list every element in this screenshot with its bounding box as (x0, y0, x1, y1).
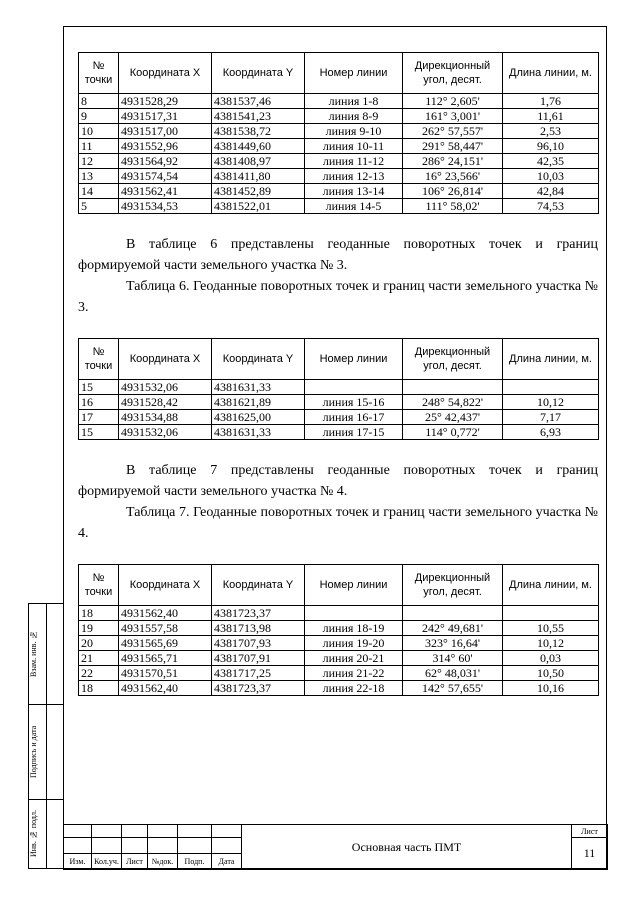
table-row (79, 139, 599, 154)
table-cell: 13 (79, 169, 119, 184)
table-cell: линия 13-14 (305, 184, 403, 199)
sheet-label: Лист (572, 825, 608, 838)
table-cell: 4381723,37 (212, 681, 305, 696)
table-cell: 4931532,06 (119, 380, 212, 395)
table-cell: 4931562,40 (119, 681, 212, 696)
column-header: № точки (79, 339, 119, 380)
table-row (79, 681, 599, 696)
column-header: № точки (79, 565, 119, 606)
table-cell: 4931574,54 (119, 169, 212, 184)
table-cell: 4381537,46 (212, 94, 305, 109)
column-header: Координата X (119, 53, 212, 94)
table-cell: 62° 48,031' (403, 666, 503, 681)
table-cell: 21 (79, 651, 119, 666)
table-cell (305, 380, 403, 395)
table-row (79, 410, 599, 425)
table-cell: 25° 42,437' (403, 410, 503, 425)
table-6-caption: Таблица 6. Геоданные поворотных точек и границ части земельного участка № 3. (78, 279, 598, 315)
table-cell: 4381717,25 (212, 666, 305, 681)
table-cell: линия 14-5 (305, 199, 403, 214)
table-cell (305, 606, 403, 621)
column-header: Номер линии (305, 565, 403, 606)
table-cell: линия 21-22 (305, 666, 403, 681)
table-cell: 10,12 (503, 636, 599, 651)
column-header: Дирекционный угол, десят. (403, 565, 503, 606)
table-cell: 4931557,58 (119, 621, 212, 636)
table-cell: линия 19-20 (305, 636, 403, 651)
column-header: Номер линии (305, 339, 403, 380)
table-cell: 291° 58,447' (403, 139, 503, 154)
table-cell: 9 (79, 109, 119, 124)
table-cell: линия 15-16 (305, 395, 403, 410)
stamp-col-list: Лист (122, 854, 148, 870)
table-cell: 10,16 (503, 681, 599, 696)
table-cell: 18 (79, 606, 119, 621)
stamp-col-data: Дата (212, 854, 242, 870)
table-cell: 114° 0,772' (403, 425, 503, 440)
stamp-col-kolich: Кол.уч. (92, 854, 122, 870)
table-cell: 42,84 (503, 184, 599, 199)
column-header: Дирекционный угол, десят. (403, 339, 503, 380)
table-cell: 4931517,31 (119, 109, 212, 124)
side-label-inv: Инв. № подл. (29, 810, 38, 858)
table-cell: 4931517,00 (119, 124, 212, 139)
table-cell: 4381625,00 (212, 410, 305, 425)
table-cell: 4381707,91 (212, 651, 305, 666)
table-cell: 4931565,69 (119, 636, 212, 651)
table-cell: 2,53 (503, 124, 599, 139)
table-cell: 18 (79, 681, 119, 696)
column-header: Координата X (119, 339, 212, 380)
table-cell: 4381631,33 (212, 425, 305, 440)
table-cell: 106° 26,814' (403, 184, 503, 199)
table-cell: 16 (79, 395, 119, 410)
table-cell: 16° 23,566' (403, 169, 503, 184)
table-cell: 4381631,33 (212, 380, 305, 395)
stamp-col-izm: Изм. (64, 854, 92, 870)
table-cell: линия 20-21 (305, 651, 403, 666)
column-header: Координата X (119, 565, 212, 606)
table-cell: линия 9-10 (305, 124, 403, 139)
table-cell: 8 (79, 94, 119, 109)
table-cell: 4381707,93 (212, 636, 305, 651)
coordinates-table-1 (78, 52, 599, 214)
table-cell: 4381452,89 (212, 184, 305, 199)
table-cell: линия 17-15 (305, 425, 403, 440)
table-row (79, 651, 599, 666)
table-row (79, 154, 599, 169)
column-header: Длина линии, м. (503, 339, 599, 380)
table-row (79, 395, 599, 410)
table-cell: 4381522,01 (212, 199, 305, 214)
table-cell: 161° 3,001' (403, 109, 503, 124)
column-header: Координата Y (212, 53, 305, 94)
table-cell: 4931564,92 (119, 154, 212, 169)
table-cell: 20 (79, 636, 119, 651)
table-cell: 10 (79, 124, 119, 139)
table-cell: 4931570,51 (119, 666, 212, 681)
table-cell: 4931552,96 (119, 139, 212, 154)
table-cell: 10,55 (503, 621, 599, 636)
table-cell: 111° 58,02' (403, 199, 503, 214)
table-cell: 11 (79, 139, 119, 154)
table-cell: линия 8-9 (305, 109, 403, 124)
table-cell: 4381449,60 (212, 139, 305, 154)
table-cell: 6,93 (503, 425, 599, 440)
table-row (79, 124, 599, 139)
table-cell: 4381723,37 (212, 606, 305, 621)
table-cell: 11,61 (503, 109, 599, 124)
table-cell: 10,03 (503, 169, 599, 184)
table-row (79, 636, 599, 651)
table-cell (503, 606, 599, 621)
table-cell: 5 (79, 199, 119, 214)
table-cell (503, 380, 599, 395)
title-block-name: Основная часть ПМТ (242, 825, 572, 870)
table-row (79, 94, 599, 109)
column-header: Дирекционный угол, десят. (403, 53, 503, 94)
stamp-col-ndok: №док. (148, 854, 178, 870)
table-cell: линия 18-19 (305, 621, 403, 636)
column-header: Длина линии, м. (503, 565, 599, 606)
table-cell: 0,03 (503, 651, 599, 666)
table-cell: 22 (79, 666, 119, 681)
table-cell: 4931528,29 (119, 94, 212, 109)
table-cell: 19 (79, 621, 119, 636)
table-cell: 10,12 (503, 395, 599, 410)
table-cell: 4381538,72 (212, 124, 305, 139)
table-cell: 4381541,23 (212, 109, 305, 124)
table-cell: 112° 2,605' (403, 94, 503, 109)
table-cell: линия 1-8 (305, 94, 403, 109)
side-stamp (28, 603, 64, 869)
table-cell: 4931528,42 (119, 395, 212, 410)
table-row (79, 380, 599, 395)
table-cell: 4931532,06 (119, 425, 212, 440)
table-cell: линия 22-18 (305, 681, 403, 696)
table-row (79, 169, 599, 184)
table-cell: 7,17 (503, 410, 599, 425)
table-row (79, 425, 599, 440)
side-label-podp: Подпись и дата (29, 725, 38, 778)
table-cell: линия 10-11 (305, 139, 403, 154)
table-cell: 74,53 (503, 199, 599, 214)
table-7-caption: Таблица 7. Геоданные поворотных точек и границ части земельного участка № 4. (78, 505, 598, 541)
table-cell: 12 (79, 154, 119, 169)
table-cell: линия 16-17 (305, 410, 403, 425)
table-cell: 4931562,41 (119, 184, 212, 199)
table-cell: 262° 57,557' (403, 124, 503, 139)
table-cell: 4381621,89 (212, 395, 305, 410)
table-cell: 4381408,97 (212, 154, 305, 169)
stamp-col-podp: Подп. (178, 854, 212, 870)
table-cell: 96,10 (503, 139, 599, 154)
table-cell (403, 606, 503, 621)
table-cell: 1,76 (503, 94, 599, 109)
paragraph-2: В таблице 7 представлены геоданные поворотных точек и границ формируемой части земельного участка № 4. (78, 463, 598, 499)
table-row (79, 621, 599, 636)
title-block (63, 824, 607, 869)
table-cell: 248° 54,822' (403, 395, 503, 410)
table-cell: 42,35 (503, 154, 599, 169)
table-cell: 323° 16,64' (403, 636, 503, 651)
table-cell: 4381713,98 (212, 621, 305, 636)
table-cell: 286° 24,151' (403, 154, 503, 169)
table-cell: 4381411,80 (212, 169, 305, 184)
table-cell: 15 (79, 380, 119, 395)
table-cell: 242° 49,681' (403, 621, 503, 636)
column-header: Номер линии (305, 53, 403, 94)
table-cell: 4931562,40 (119, 606, 212, 621)
table-cell: 17 (79, 410, 119, 425)
table-row (79, 606, 599, 621)
table-cell: 142° 57,655' (403, 681, 503, 696)
table-cell: 4931534,88 (119, 410, 212, 425)
side-label-vzam: Взам. инв. № (29, 630, 38, 678)
sheet-number: 11 (572, 838, 608, 870)
table-cell: 10,50 (503, 666, 599, 681)
table-cell: 14 (79, 184, 119, 199)
table-cell: линия 11-12 (305, 154, 403, 169)
column-header: Координата Y (212, 339, 305, 380)
table-cell: линия 12-13 (305, 169, 403, 184)
table-row (79, 666, 599, 681)
table-cell (403, 380, 503, 395)
paragraph-1: В таблице 6 представлены геоданные поворотных точек и границ формируемой части земельного участка № 3. (78, 237, 598, 273)
table-cell: 4931565,71 (119, 651, 212, 666)
page-content (78, 52, 598, 696)
table-row (79, 109, 599, 124)
column-header: Длина линии, м. (503, 53, 599, 94)
coordinates-table-7 (78, 564, 599, 696)
table-cell: 314° 60' (403, 651, 503, 666)
table-row (79, 199, 599, 214)
table-cell: 15 (79, 425, 119, 440)
table-row (79, 184, 599, 199)
column-header: № точки (79, 53, 119, 94)
table-cell: 4931534,53 (119, 199, 212, 214)
coordinates-table-6 (78, 338, 599, 440)
column-header: Координата Y (212, 565, 305, 606)
